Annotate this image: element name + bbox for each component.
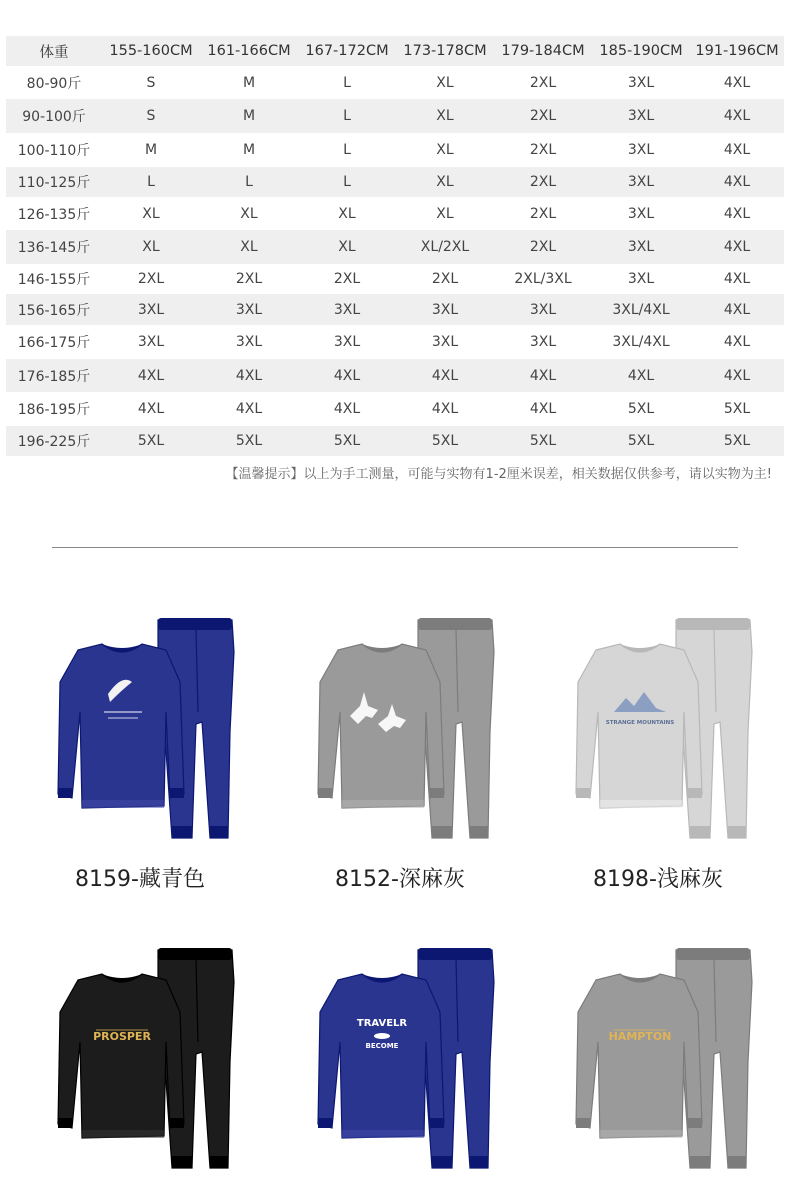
- size-cell: L: [147, 174, 155, 190]
- size-cell: 2XL: [529, 74, 557, 91]
- size-cell: 4XL: [723, 334, 751, 350]
- size-cell: 2XL: [529, 108, 557, 124]
- size-cell: 3XL: [627, 205, 655, 222]
- size-chart-table: [6, 36, 784, 456]
- thermal-set-illustration: [548, 942, 768, 1182]
- height-header: 185-190CM: [599, 43, 683, 59]
- size-cell: 2XL/3XL: [514, 271, 572, 287]
- size-cell: 3XL: [235, 334, 263, 350]
- size-cell: XL: [436, 108, 454, 124]
- size-cell: 2XL: [529, 174, 557, 190]
- size-cell: 4XL: [333, 367, 361, 384]
- product-caption: 8159-藏青色: [75, 867, 205, 892]
- size-cell: XL: [436, 205, 454, 222]
- size-cell: 3XL: [137, 334, 165, 350]
- size-cell: 3XL: [627, 142, 655, 158]
- size-cell: S: [146, 108, 156, 124]
- size-cell: 2XL: [333, 271, 361, 287]
- size-cell: 4XL: [627, 367, 655, 384]
- size-chart-row: [6, 294, 784, 325]
- size-cell: 4XL: [333, 401, 361, 417]
- size-cell: 5XL: [529, 433, 557, 449]
- size-cell: L: [343, 108, 351, 124]
- size-cell: 2XL: [529, 142, 557, 158]
- weight-cell: 80-90斤: [26, 75, 82, 92]
- size-cell: M: [144, 142, 158, 158]
- size-cell: XL/2XL: [420, 239, 470, 255]
- product-caption: 8152-深麻灰: [335, 867, 465, 892]
- height-header: 173-178CM: [403, 43, 487, 59]
- size-cell: 4XL: [723, 205, 751, 222]
- size-cell: 2XL: [529, 239, 557, 255]
- size-cell: 5XL: [723, 433, 751, 449]
- long-sleeve-top: [58, 644, 184, 808]
- svg-text:HAMPTON: HAMPTON: [608, 1030, 672, 1043]
- size-cell: 4XL: [723, 367, 751, 384]
- size-cell: 3XL: [333, 334, 361, 350]
- product-image[interactable]: [30, 612, 250, 852]
- thermal-set-illustration: [290, 612, 510, 852]
- thermal-set-illustration: [30, 942, 250, 1182]
- size-cell: 2XL: [431, 271, 459, 287]
- size-chart-header-row: [6, 36, 784, 66]
- size-cell: 5XL: [333, 433, 361, 449]
- height-header: 179-184CM: [501, 43, 585, 59]
- size-cell: M: [242, 108, 256, 124]
- svg-text:STRANGE MOUNTAINS: STRANGE MOUNTAINS: [605, 720, 675, 726]
- size-chart-row: [6, 133, 784, 167]
- size-cell: 5XL: [235, 433, 263, 449]
- size-cell: XL: [436, 142, 454, 158]
- size-cell: L: [343, 74, 351, 91]
- size-cell: M: [242, 74, 256, 91]
- size-cell: 2XL: [529, 205, 557, 222]
- height-header: 161-166CM: [207, 43, 291, 59]
- weight-header: 体重: [39, 44, 69, 61]
- size-cell: 3XL: [627, 74, 655, 91]
- size-cell: XL: [142, 239, 160, 255]
- size-cell: XL: [142, 205, 160, 222]
- size-chart-row: [6, 392, 784, 426]
- size-cell: XL: [338, 239, 356, 255]
- size-cell: 4XL: [723, 271, 751, 287]
- measurement-note: 【温馨提示】以上为手工测量，可能与实物有1-2厘米误差，相关数据仅供参考，请以实物为主!: [225, 467, 772, 482]
- weight-cell: 156-165斤: [17, 302, 91, 319]
- size-cell: 3XL: [627, 271, 655, 287]
- long-sleeve-top: [58, 974, 184, 1138]
- size-cell: 4XL: [723, 239, 751, 255]
- size-chart-row: [6, 230, 784, 264]
- size-cell: 4XL: [529, 367, 557, 384]
- size-cell: 4XL: [431, 367, 459, 384]
- product-image[interactable]: [290, 612, 510, 852]
- size-cell: 3XL/4XL: [612, 334, 670, 350]
- weight-cell: 196-225斤: [17, 434, 91, 450]
- size-chart-row: [6, 66, 784, 99]
- size-chart-row: [6, 99, 784, 133]
- weight-cell: 146-155斤: [17, 272, 91, 288]
- size-cell: 4XL: [137, 401, 165, 417]
- thermal-set-illustration: [30, 612, 250, 852]
- size-chart-row: [6, 264, 784, 294]
- size-cell: 3XL: [235, 301, 263, 318]
- weight-cell: 136-145斤: [17, 240, 91, 256]
- weight-cell: 100-110斤: [17, 143, 91, 159]
- chest-print: [609, 1030, 672, 1043]
- size-cell: 2XL: [235, 271, 263, 287]
- long-sleeve-top: [318, 974, 444, 1138]
- size-cell: 3XL: [529, 301, 557, 318]
- svg-text:BECOME: BECOME: [365, 1042, 399, 1050]
- chest-print: [93, 1030, 151, 1043]
- weight-cell: 166-175斤: [17, 335, 91, 351]
- product-image[interactable]: [290, 942, 510, 1182]
- product-image[interactable]: [548, 942, 768, 1182]
- size-cell: 3XL: [333, 301, 361, 318]
- weight-cell: 90-100斤: [22, 109, 86, 125]
- svg-text:TRAVELR: TRAVELR: [356, 1018, 408, 1029]
- size-cell: XL: [436, 74, 454, 91]
- size-cell: 2XL: [137, 271, 165, 287]
- size-cell: 4XL: [235, 401, 263, 417]
- product-image[interactable]: [30, 942, 250, 1182]
- thermal-set-illustration: [290, 942, 510, 1182]
- size-cell: 5XL: [627, 401, 655, 417]
- long-sleeve-top: [576, 644, 702, 808]
- size-cell: 3XL: [627, 174, 655, 190]
- size-cell: M: [242, 142, 256, 158]
- size-cell: 5XL: [137, 433, 165, 449]
- size-cell: 3XL/4XL: [612, 301, 670, 318]
- product-caption: 8198-浅麻灰: [593, 867, 723, 892]
- size-cell: 3XL: [627, 239, 655, 255]
- size-cell: 5XL: [627, 433, 655, 449]
- size-cell: 5XL: [431, 433, 459, 449]
- size-cell: 5XL: [723, 401, 751, 417]
- size-chart-row: [6, 426, 784, 456]
- long-sleeve-top: [576, 974, 702, 1138]
- size-cell: L: [343, 142, 351, 158]
- weight-cell: 126-135斤: [17, 206, 91, 223]
- size-cell: 3XL: [137, 301, 165, 318]
- size-cell: 4XL: [723, 142, 751, 158]
- weight-cell: 176-185斤: [17, 368, 91, 385]
- product-image[interactable]: [548, 612, 768, 852]
- size-cell: 4XL: [723, 108, 751, 124]
- size-cell: XL: [338, 205, 356, 222]
- size-chart-row: [6, 167, 784, 197]
- size-cell: 4XL: [431, 401, 459, 417]
- weight-cell: 110-125斤: [17, 175, 91, 191]
- size-cell: 4XL: [723, 301, 751, 318]
- size-chart-row: [6, 359, 784, 392]
- size-cell: S: [146, 74, 156, 91]
- size-cell: 4XL: [137, 367, 165, 384]
- size-cell: XL: [240, 205, 258, 222]
- svg-text:PROSPER: PROSPER: [93, 1030, 151, 1043]
- height-header: 191-196CM: [695, 43, 779, 59]
- size-cell: 3XL: [529, 334, 557, 350]
- size-chart-row: [6, 325, 784, 359]
- thermal-set-illustration: [548, 612, 768, 852]
- size-cell: 4XL: [235, 367, 263, 384]
- size-cell: 4XL: [723, 74, 751, 91]
- size-cell: XL: [436, 174, 454, 190]
- height-header: 167-172CM: [305, 43, 389, 59]
- weight-cell: 186-195斤: [17, 402, 91, 418]
- size-cell: 4XL: [529, 401, 557, 417]
- size-cell: 3XL: [431, 301, 459, 318]
- size-cell: L: [245, 174, 253, 190]
- size-cell: 3XL: [627, 108, 655, 124]
- size-cell: XL: [240, 239, 258, 255]
- size-chart-row: [6, 197, 784, 230]
- size-cell: L: [343, 174, 351, 190]
- section-divider: [52, 547, 738, 548]
- size-cell: 3XL: [431, 334, 459, 350]
- size-cell: 4XL: [723, 174, 751, 190]
- height-header: 155-160CM: [109, 43, 193, 59]
